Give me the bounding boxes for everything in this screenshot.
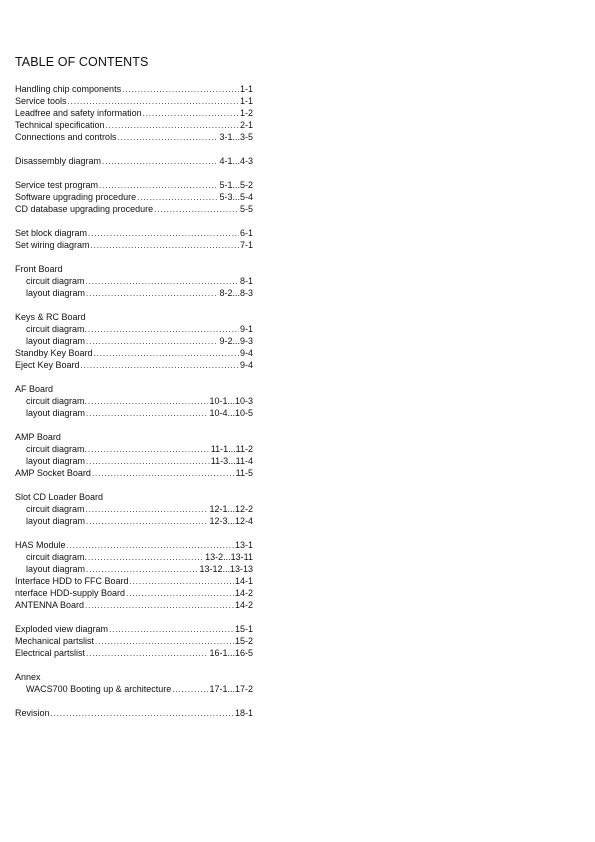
dot-leader (109, 624, 234, 636)
toc-entry-page: 11-5 (235, 468, 253, 478)
toc-entry-page: 14-1 (234, 576, 253, 586)
toc-entry-page: 13-2...13-11 (205, 552, 253, 562)
toc-entry-label: Interface HDD to FFC Board (15, 576, 129, 586)
toc-entry[interactable] (15, 239, 253, 251)
toc-entry-page: 6-1 (239, 228, 253, 238)
toc-entry-label: circuit diagram. (26, 324, 88, 334)
toc-entry-page: 15-2 (234, 636, 253, 646)
dot-leader (86, 516, 208, 528)
toc-entry[interactable] (15, 107, 253, 119)
toc-entry-label: Revision (15, 708, 50, 718)
dot-leader (172, 684, 208, 696)
dot-leader (51, 708, 234, 720)
toc-entry-label: HAS Module (15, 540, 66, 550)
dot-leader (86, 288, 218, 300)
toc-entry-page: 9-2...9-3 (219, 336, 253, 346)
toc-entry[interactable] (15, 323, 253, 335)
toc-entry[interactable] (15, 335, 253, 347)
toc-entry[interactable] (15, 155, 253, 167)
toc-entry[interactable] (15, 131, 253, 143)
dot-leader (88, 324, 239, 336)
toc-entry-page: 8-1 (239, 276, 253, 286)
toc-entry-label: WACS700 Booting up & architecture (26, 684, 172, 694)
toc-section-heading: AMP Board (15, 432, 61, 442)
dot-leader (118, 132, 219, 144)
toc-entry[interactable] (15, 95, 253, 107)
toc-entry-page: 18-1 (234, 708, 253, 718)
dot-leader (86, 336, 218, 348)
dot-leader (143, 108, 239, 120)
toc-entry-page: 10-4...10-5 (209, 408, 253, 418)
toc-entry[interactable] (15, 359, 253, 371)
toc-section-heading: Slot CD Loader Board (15, 492, 104, 502)
toc-entry-label: Eject Key Board (15, 360, 80, 370)
toc-entry-page: 12-1...12-2 (209, 504, 253, 514)
toc-entry-page: 1-1 (239, 84, 253, 94)
dot-leader (81, 360, 239, 372)
dot-leader (88, 552, 204, 564)
toc-entry[interactable] (15, 467, 253, 479)
dot-leader (88, 444, 210, 456)
dot-leader (85, 600, 234, 612)
toc-section-heading: Front Board (15, 264, 63, 274)
toc-entry-label: Service test program (15, 180, 99, 190)
toc-entry-label: Standby Key Board (15, 348, 93, 358)
toc-entry[interactable] (15, 587, 253, 599)
toc-entry-page: 2-1 (239, 120, 253, 130)
toc-entry-page: 5-3...5-4 (219, 192, 253, 202)
toc-entry[interactable] (15, 347, 253, 359)
toc-entry-page: 5-1...5-2 (219, 180, 253, 190)
toc-section-heading: Annex (15, 672, 41, 682)
toc-entry-label: layout diagram (26, 456, 86, 466)
toc-entry-label: circuit diagram (26, 276, 85, 286)
toc-entry-label: layout diagram (26, 408, 86, 418)
toc-entry-page: 9-4 (239, 348, 253, 358)
toc-entry-page: 9-4 (239, 360, 253, 370)
toc-entry-page: 9-1 (239, 324, 253, 334)
toc-entry-label: Exploded view diagram (15, 624, 109, 634)
toc-entry-label: layout diagram (26, 336, 86, 346)
toc-entry-page: 14-2 (234, 588, 253, 598)
toc-entry-label: Service tools (15, 96, 67, 106)
dot-leader (130, 576, 234, 588)
toc-entry-page: 11-1...11-2 (210, 444, 253, 454)
toc-entry-page: 13-12...13-13 (199, 564, 253, 574)
dot-leader (154, 204, 239, 216)
toc-entry-page: 1-1 (239, 96, 253, 106)
toc-entry[interactable] (15, 83, 253, 95)
toc-entry-page: 14-2 (234, 600, 253, 610)
toc-entry-page: 13-1 (234, 540, 253, 550)
toc-entry[interactable] (15, 407, 253, 419)
dot-leader (86, 276, 239, 288)
table-of-contents (15, 83, 253, 719)
toc-entry[interactable] (15, 563, 253, 575)
toc-entry[interactable] (15, 275, 253, 287)
dot-leader (91, 240, 239, 252)
dot-leader (88, 396, 208, 408)
toc-entry-page: 11-3...11-4 (210, 456, 253, 466)
toc-entry-page: 1-2 (239, 108, 253, 118)
toc-entry[interactable] (15, 287, 253, 299)
toc-entry[interactable] (15, 119, 253, 131)
toc-entry-label: Technical specification (15, 120, 105, 130)
toc-entry-label: circuit diagram. (26, 396, 88, 406)
toc-entry[interactable] (15, 539, 253, 551)
toc-entry[interactable] (15, 683, 253, 695)
toc-entry[interactable] (15, 503, 253, 515)
toc-entry-page: 4-1...4-3 (219, 156, 253, 166)
toc-entry[interactable] (15, 443, 253, 455)
toc-entry-label: layout diagram (26, 564, 86, 574)
toc-entry-label: Handling chip components (15, 84, 122, 94)
toc-entry-label: circuit diagram. (26, 444, 88, 454)
toc-entry-page: 5-5 (239, 204, 253, 214)
toc-entry[interactable] (15, 575, 253, 587)
dot-leader (86, 648, 208, 660)
toc-entry-label: circuit diagram. (26, 552, 88, 562)
toc-entry-page: 17-1...17-2 (209, 684, 253, 694)
toc-entry[interactable] (15, 599, 253, 611)
dot-leader (102, 156, 218, 168)
toc-entry-label: circuit diagram (26, 504, 85, 514)
toc-entry[interactable] (15, 395, 253, 407)
dot-leader (88, 228, 239, 240)
toc-entry-label: ANTENNA Board (15, 600, 85, 610)
toc-entry[interactable] (15, 515, 253, 527)
dot-leader (94, 348, 239, 360)
toc-entry[interactable] (15, 647, 253, 659)
toc-entry[interactable] (15, 203, 253, 215)
toc-entry-label: layout diagram (26, 516, 86, 526)
dot-leader (86, 504, 209, 516)
toc-entry-page: 3-1...3-5 (219, 132, 253, 142)
toc-entry[interactable] (15, 455, 253, 467)
dot-leader (86, 408, 208, 420)
toc-entry-page: 15-1 (234, 624, 253, 634)
toc-entry-page: 8-2...8-3 (219, 288, 253, 298)
dot-leader (126, 588, 234, 600)
toc-section-heading: AF Board (15, 384, 54, 394)
toc-section-heading: Keys & RC Board (15, 312, 86, 322)
toc-entry[interactable] (15, 227, 253, 239)
toc-entry-page: 7-1 (239, 240, 253, 250)
toc-entry-page: 16-1...16-5 (209, 648, 253, 658)
toc-entry-label: layout diagram (26, 288, 86, 298)
toc-entry-page: 10-1...10-3 (209, 396, 253, 406)
dot-leader (86, 456, 210, 468)
toc-entry-label: Set block diagram (15, 228, 88, 238)
toc-entry-label: AMP Socket Board (15, 468, 91, 478)
toc-entry[interactable] (15, 191, 253, 203)
toc-entry[interactable] (15, 707, 253, 719)
dot-leader (122, 84, 239, 96)
toc-entry-label: CD database upgrading procedure (15, 204, 154, 214)
toc-entry-label: Software upgrading procedure (15, 192, 137, 202)
page-title: TABLE OF CONTENTS (15, 55, 149, 69)
toc-entry-label: Set wiring diagram (15, 240, 90, 250)
toc-entry-page: 12-3...12-4 (209, 516, 253, 526)
toc-entry-label: Mechanical partslist (15, 636, 95, 646)
toc-entry[interactable] (15, 551, 253, 563)
toc-entry[interactable] (15, 623, 253, 635)
toc-entry[interactable] (15, 635, 253, 647)
toc-entry[interactable] (15, 179, 253, 191)
dot-leader (92, 468, 235, 480)
toc-entry-label: nterface HDD-supply Board (15, 588, 126, 598)
toc-entry-label: Disassembly diagram (15, 156, 102, 166)
toc-entry-label: Leadfree and safety information (15, 108, 142, 118)
toc-entry-label: Connections and controls (15, 132, 117, 142)
toc-entry-label: Electrical partslist (15, 648, 86, 658)
